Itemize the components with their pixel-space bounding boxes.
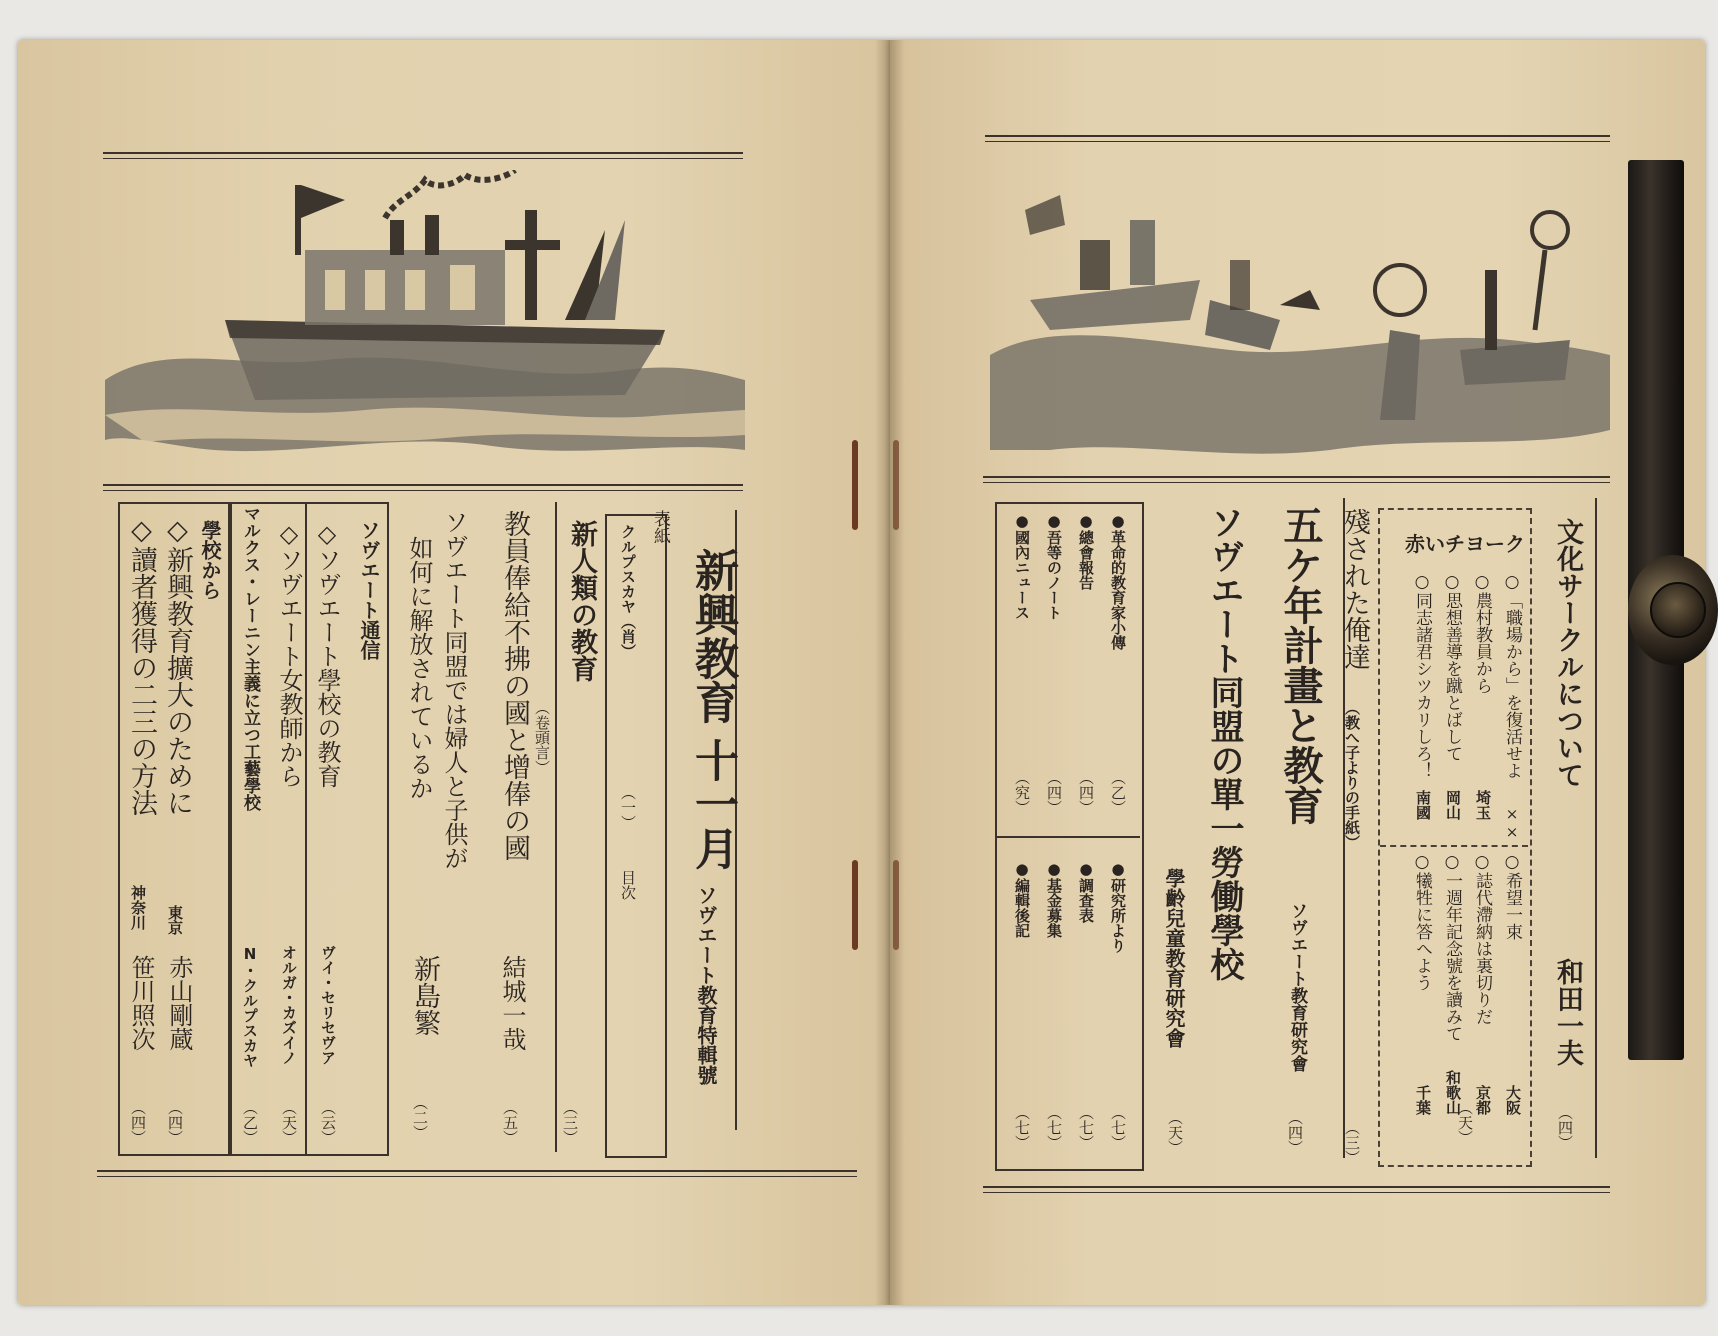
red-corner-item: ○犧牲に答へよう [1412,852,1432,991]
red-corner-item: ○「職場から」を復活せよ [1502,572,1522,779]
bullet-page: （乙） [1109,770,1127,815]
red-corner-author: 南國 [1414,790,1432,820]
warship-illustration [105,170,745,470]
culture-circle-title: 文化サークルについて [1552,518,1583,788]
school-author: 笹川照次 [127,955,155,1051]
left-top-rule [103,152,743,159]
left-behind-title: 殘された俺達 [1339,508,1370,670]
red-corner-page: （天） [1456,1100,1474,1145]
soviet-news-page: （天） [280,1100,298,1145]
entry-note: （卷頭言） [533,700,551,775]
entry-title-line2: 如何に解放されているか [405,536,433,800]
cover-page: （一） [619,785,637,830]
issue-month: 十一月 [687,738,738,870]
right-mid-rule [983,476,1610,483]
soviet-news-author: N・クルプスカヤ [241,945,259,1068]
entry-page: （二） [411,1095,429,1140]
red-corner-item: ○思想善導を蹴とばして [1442,572,1462,762]
soviet-news-page: （云） [319,1100,337,1145]
entry-author: 結城一哉 [498,955,526,1051]
red-corner-author: 千葉 [1414,1085,1432,1115]
bullet-page: （七） [1013,1105,1031,1150]
soviet-news-item: マルクス・レーニン主義に立つ工藝學校 [240,505,260,811]
red-corner-author: ×× [1503,805,1521,841]
right-bottom-rule [983,1186,1610,1193]
soviet-news-author: ヴイ・セリセヴア [319,945,337,1065]
red-corner-author: 大阪 [1504,1085,1522,1115]
bullet-page: （四） [1045,770,1063,815]
bullets-divider [995,836,1140,838]
right-column-rule [1595,498,1597,1158]
soviet-news-author: オルガ・カズイノ [280,945,298,1065]
red-corner-divider [1380,845,1528,847]
left-behind-page: （三） [1343,1120,1361,1165]
red-corner-item: ○一週年記念號を讀みて [1442,852,1462,1042]
left-bottom-rule [97,1170,857,1177]
red-corner-item: ○同志諸君シツカリしろ！ [1412,572,1432,779]
bullet-page: （七） [1045,1105,1063,1150]
five-year-title: 五ケ年計畫と教育 [1277,505,1323,825]
left-column-rule-1 [555,502,557,1152]
bullet-item: ●基金募集 [1045,860,1063,938]
bullet-item: ●編輯後記 [1013,860,1031,938]
left-mid-rule [103,484,743,491]
soviet-news-page: （乙） [241,1100,259,1145]
red-corner-item: ○希望一束 [1502,852,1522,940]
book-gutter [875,40,905,1305]
unified-school-author: 學齡兒童教育研究會 [1162,868,1186,1048]
entry-page: （五） [501,1100,519,1145]
bullet-item: ●調査表 [1077,860,1095,923]
school-place: 東京 [166,905,184,935]
bullet-item: ●革命的教育家小傳 [1109,512,1127,650]
school-place: 神奈川 [129,885,147,930]
staple-bottom-right [893,860,899,950]
page-weight-knob-center [1650,582,1706,638]
red-corner-author: 和歌山 [1444,1070,1462,1115]
red-corner-author: 京都 [1474,1085,1492,1115]
school-page: （四） [166,1100,184,1145]
bullet-item: ●吾等のノート [1045,512,1063,620]
staple-top-right [893,440,899,530]
red-corner-item: ○誌代滯納は裏切りだ [1472,852,1492,1025]
special-issue-subtitle: ソヴエート教育特輯號 [694,885,718,1085]
bullet-item: ●研究所より [1109,860,1127,953]
staple-top [852,440,858,530]
bullet-page: （七） [1077,1105,1095,1150]
bullet-item: ●國內ニュース [1013,512,1031,620]
soviet-news-item: ◇ソヴエート學校の教育 [313,520,341,788]
school-item: ◇讀者獲得の二三の方法 [126,515,157,816]
five-year-page: （四） [1286,1110,1304,1155]
red-corner-header: 赤いチヨーク [1405,532,1525,556]
contents-label: 目次 [619,870,637,900]
entry-page: （三） [561,1100,579,1145]
culture-circle-page: （四） [1556,1105,1574,1150]
soviet-news-item: ◇ソヴエート女教師から [275,520,303,788]
red-corner-author: 岡山 [1444,790,1462,820]
school-header: 學校から [198,520,222,600]
soviet-news-header: ソヴエート通信 [357,520,381,660]
school-author: 赤山剛蔵 [165,955,193,1051]
entry-title: 教員俸給不拂の國と增俸の國 [499,510,530,861]
bullet-page: （四） [1077,770,1095,815]
cover-label: 表紙 [650,510,670,544]
unified-school-title: ソヴエート同盟の單一勞働學校 [1204,505,1244,981]
sinking-ships-illustration [990,150,1610,465]
school-item: ◇新興教育擴大のために [162,515,193,816]
bullet-page: （七） [1109,1105,1127,1150]
entry-title-line1: ソヴエート同盟では婦人と子供が [440,510,468,870]
red-corner-item: ○農村教員から [1472,572,1492,694]
culture-circle-author: 和田一夫 [1552,958,1583,1066]
entry-author: 新島繁 [409,955,440,1036]
staple-bottom [852,860,858,950]
bullet-item: ●總會報告 [1077,512,1095,590]
cover-author: クルプスカヤ（肖） [619,524,637,659]
school-page: （四） [129,1100,147,1145]
right-top-rule [985,135,1610,142]
red-corner-author: 埼玉 [1474,790,1492,820]
bullet-page: （究） [1013,770,1031,815]
left-behind-note: （教へ子よりの手紙） [1343,700,1361,850]
unified-school-page: （天） [1166,1110,1184,1155]
entry-title: 新人類の教育 [566,520,597,682]
five-year-author: ソヴエート教育研究會 [1287,902,1307,1072]
magazine-title: 新興教育 [687,548,738,724]
